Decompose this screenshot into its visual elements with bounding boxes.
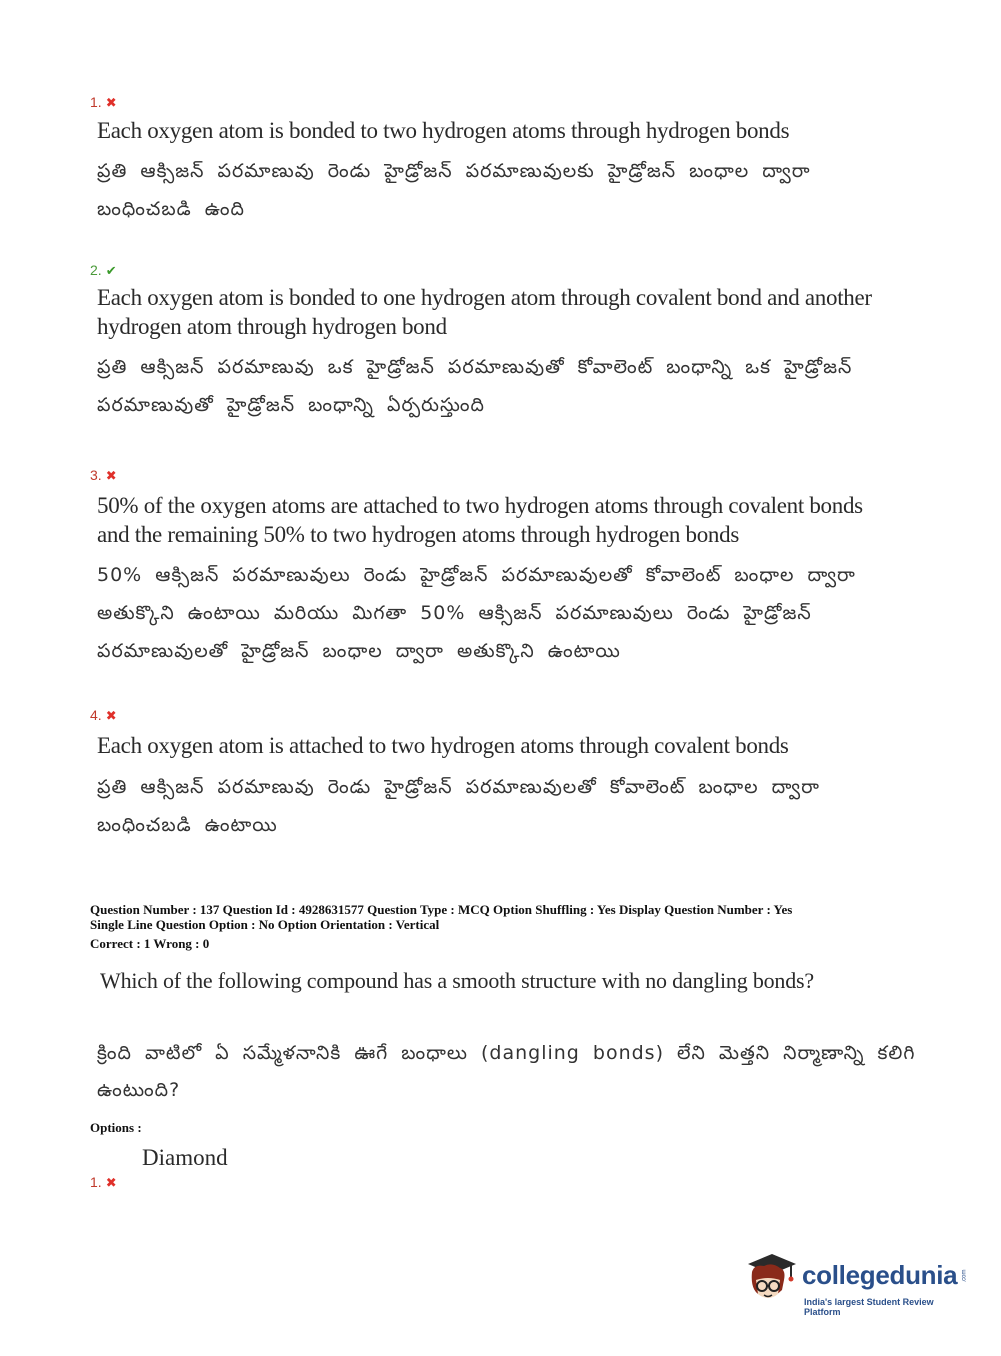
- option-2-english: Each oxygen atom is bonded to one hydrogen atom through covalent bond and another hydrogen atom through hydrogen bond: [97, 285, 872, 339]
- option-number: 2.: [90, 262, 102, 278]
- question-english: Which of the following compound has a smooth structure with no dangling bonds?: [100, 968, 814, 993]
- option-2-marker: [90, 262, 117, 279]
- option-3-english: 50% of the oxygen atoms are attached to two hydrogen atoms through covalent bonds and the remaining 50% to two hydrogen atoms through hydrogen bonds: [97, 493, 863, 547]
- question-telugu: క్రింది వాటిలో ఏ సమ్మేళనానికి ఊగే బంధాలు (dangling bonds) లేని మెత్తని నిర్మాణాన్ని కలిగి ఉంటుంది?: [97, 1042, 916, 1101]
- question-score: Correct : 1 Wrong : 0: [90, 936, 210, 951]
- option-3-marker: [90, 467, 117, 484]
- option-3-telugu: 50% ఆక్సిజన్ పరమాణువులు రెండు హైడ్రోజన్ పరమాణువులతో కోవాలెంట్ బంధాల ద్వారా అతుక్కొని ఉంటాయి మరియు మిగతా 50% ఆక్సిజన్ పరమాణువులు రెండు హైడ్రోజన్ పరమాణువులతో హైడ్రోజన్ బంధాల ద్వారా అతుక్కొని ఉంటాయి: [97, 564, 856, 662]
- cross-icon: ✖: [105, 95, 117, 110]
- cross-icon: ✖: [105, 468, 117, 483]
- option-1-english: Each oxygen atom is bonded to two hydrogen atoms through hydrogen bonds: [97, 118, 790, 143]
- check-icon: ✔: [105, 263, 117, 278]
- question-meta-line-2: Single Line Question Option : No Option Orientation : Vertical: [90, 917, 440, 932]
- option-4-marker: [90, 707, 117, 724]
- option-number: 4.: [90, 707, 102, 723]
- cross-icon: ✖: [105, 1175, 117, 1190]
- option-1-text: Diamond: [142, 1145, 228, 1170]
- option-1-marker-next: [90, 1174, 117, 1191]
- logo-tagline: India's largest Student Review Platform: [804, 1297, 934, 1317]
- option-4-english: Each oxygen atom is attached to two hydrogen atoms through covalent bonds: [97, 733, 789, 758]
- option-2-telugu: ప్రతి ఆక్సిజన్ పరమాణువు ఒక హైడ్రోజన్ పరమాణువుతో కోవాలెంట్ బంధాన్ని ఒక హైడ్రోజన్ పరమాణువుతో హైడ్రోజన్ బంధాన్ని ఏర్పరుస్తుంది: [97, 356, 853, 416]
- options-label: Options :: [90, 1120, 142, 1135]
- option-4-telugu: ప్రతి ఆక్సిజన్ పరమాణువు రెండు హైడ్రోజన్ పరమాణువులతో కోవాలెంట్ బంధాల ద్వారా బంధించబడి ఉంటాయి: [97, 776, 820, 836]
- collegedunia-logo: [742, 1250, 972, 1317]
- option-1-marker: [90, 94, 117, 111]
- mascot-icon: [742, 1250, 800, 1312]
- option-1-telugu: ప్రతి ఆక్సిజన్ పరమాణువు రెండు హైడ్రోజన్ పరమాణువులకు హైడ్రోజన్ బంధాల ద్వారా బంధించబడి ఉంది: [97, 160, 811, 220]
- option-number: 1.: [90, 94, 102, 110]
- question-meta-line-1: Question Number : 137 Question Id : 4928631577 Question Type : MCQ Option Shuffling : Yes Display Question Number : Yes: [90, 902, 793, 917]
- logo-com: .com: [961, 1269, 968, 1283]
- option-number: 1.: [90, 1174, 102, 1190]
- option-number: 3.: [90, 467, 102, 483]
- cross-icon: ✖: [105, 708, 117, 723]
- logo-wordmark: collegedunia: [802, 1260, 958, 1290]
